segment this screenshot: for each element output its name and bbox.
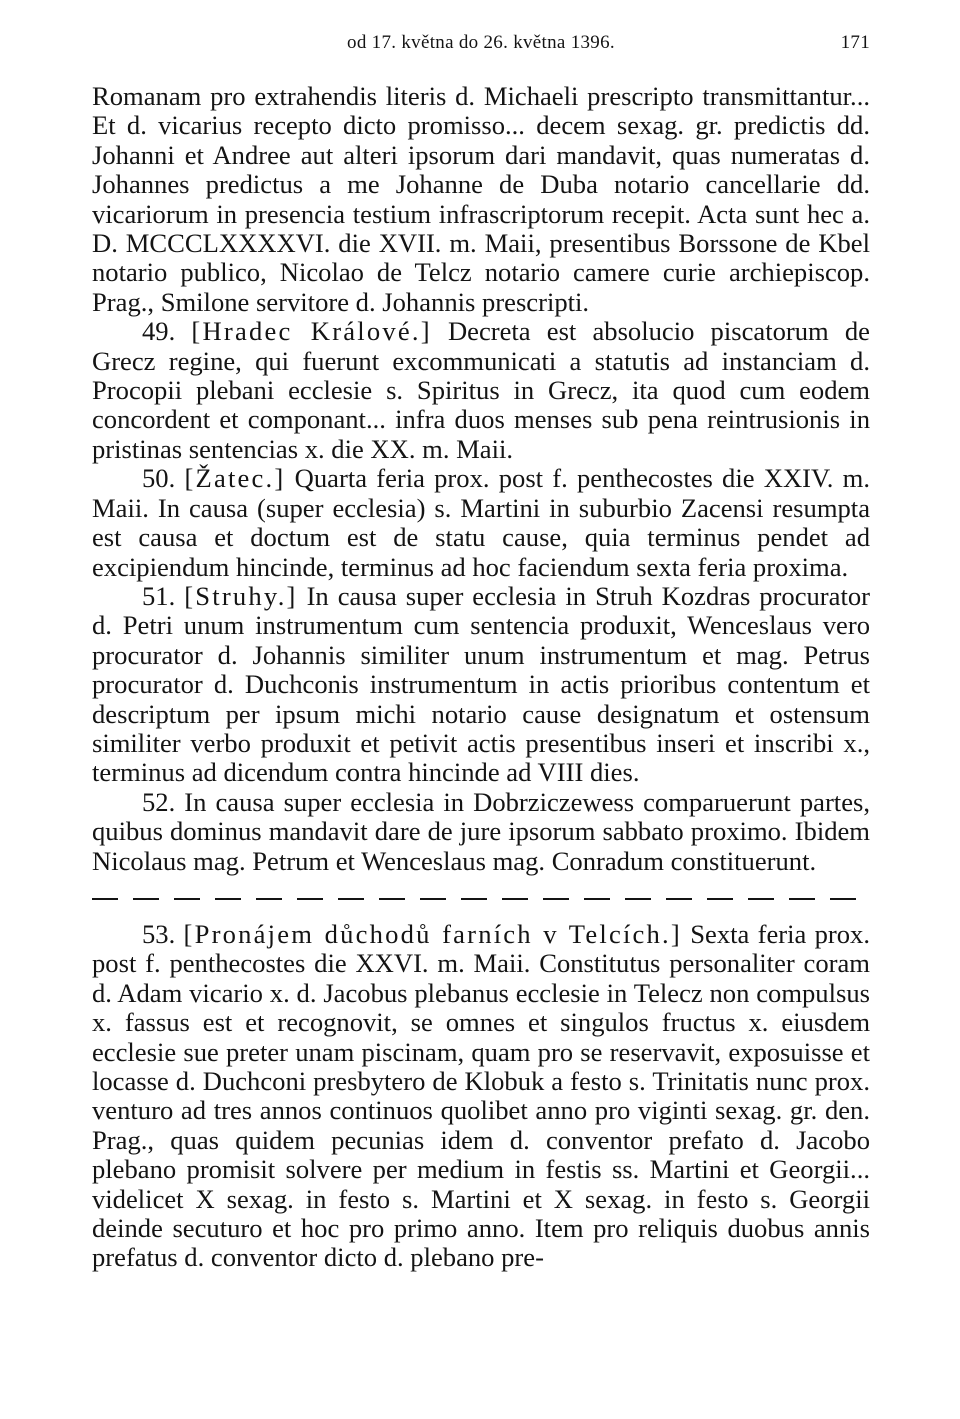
page-number: 171 — [840, 32, 870, 53]
entry-text: Sexta feria prox. post f. penthecostes die XXVI. m. Maii. Constitutus personaliter coram d. Adam vicario x. d. Jacobus plebanus ecclesie in Telecz non compulsus x. fassus est et recognovit, se omnes et singulos fructus x. eiusdem ecclesie sue preter unam piscinam, quam pro se reservavit, exposuisse et locasse d. Duchconi presbytero de Klobuk a festo s. Trinitatis nunc prox. venturo ad tres annos continuos quolibet anno pro viginti sexag. gr. den. Prag., quas quidem pecunias idem d. conventor prefato d. Jacobo plebano promisit solvere per medium in festis ss. Martini et Georgii... videlicet X sexag. in festo s. Martini et X sexag. in festo s. Georgii deinde secuturo et hoc pro primo anno. Item pro reliquis duobus annis prefatus d. conventor dicto d. plebano pre- — [92, 918, 871, 1273]
continuation-paragraph: Romanam pro extrahendis literis d. Michaeli prescripto transmittantur... Et d. vicarius recepto dicto promisso... decem sexag. gr. predictis dd. Johanni et Andree aut alteri ipsorum dari mandavit, quas numeratas d. Johannes predictus a me Johanne de Duba notario cancellarie dd. vicariorum in presencia testium infrascriptorum recepit. Acta sunt hec a. D. MCCCLXXXXVI. die XVII. m. Maii, presentibus Borssone de Kbel notario publico, Nicolao de Telcz notario camere curie archiepiscop. Prag., Smilone servitore d. Johannis prescripti. — [92, 81, 870, 317]
entry-place: [Struhy.] — [184, 580, 298, 611]
entry-53 — [92, 920, 870, 1273]
dashed-separator — [92, 896, 870, 902]
entry-number: 49. — [142, 316, 176, 347]
entry-place: [Hradec Králové.] — [191, 316, 432, 347]
entry-number: 50. — [142, 463, 176, 494]
body-text — [92, 82, 870, 1273]
entry-52 — [92, 788, 870, 876]
entry-text: Decreta est absolucio piscatorum de Grecz regine, qui fuerunt excommunicati a statutis ad instanciam d. Procopii plebani ecclesie s. Spiritus in Grecz, ita quod cum eodem concordent et componant... infra duos menses sub pena reintrusionis in pristinas sentencias x. die XX. m. Maii. — [92, 316, 870, 464]
entry-text: In causa super ecclesia in Dobrziczewess comparuerunt partes, quibus dominus mandavit dare de jure ipsorum sabbato proximo. Ibidem Nicolaus mag. Petrum et Wenceslaus mag. Conradum constituerunt. — [92, 786, 870, 876]
entry-place: [Pronájem důchodů farních v Telcích.] — [183, 918, 682, 949]
entry-number: 52. — [142, 786, 176, 817]
entry-text: Quarta feria prox. post f. penthecostes die XXIV. m. Maii. In causa (super ecclesia) s. Martini in suburbio Zacensi resumpta est causa et doctum est de statu cause, quia terminus pendet ad excipiendum hincinde, terminus ad hoc faciendum sexta feria proxima. — [92, 463, 870, 582]
entry-51 — [92, 582, 870, 788]
document-page — [92, 24, 870, 1273]
running-header — [92, 24, 870, 64]
entry-49 — [92, 317, 870, 464]
entry-50 — [92, 464, 870, 582]
entry-number: 51. — [142, 580, 176, 611]
header-title: od 17. května do 26. května 1396. — [347, 32, 615, 53]
entry-text: In causa super ecclesia in Struh Kozdras procurator d. Petri unum instrumentum cum sentencia produxit, Wenceslaus vero procurator d. Johannis similiter unum instrumentum et mag. Petrus procurator d. Duchconis instrumentum in actis prioribus contentum et descriptum per ipsum michi notario cause designatum et ostensum similiter verbo produxit et petivit actis presentibus inseri et inscribi x., terminus ad dicendum contra hincinde ad VIII dies. — [92, 580, 871, 788]
entry-place: [Žatec.] — [184, 463, 286, 494]
entry-number: 53. — [142, 918, 176, 949]
